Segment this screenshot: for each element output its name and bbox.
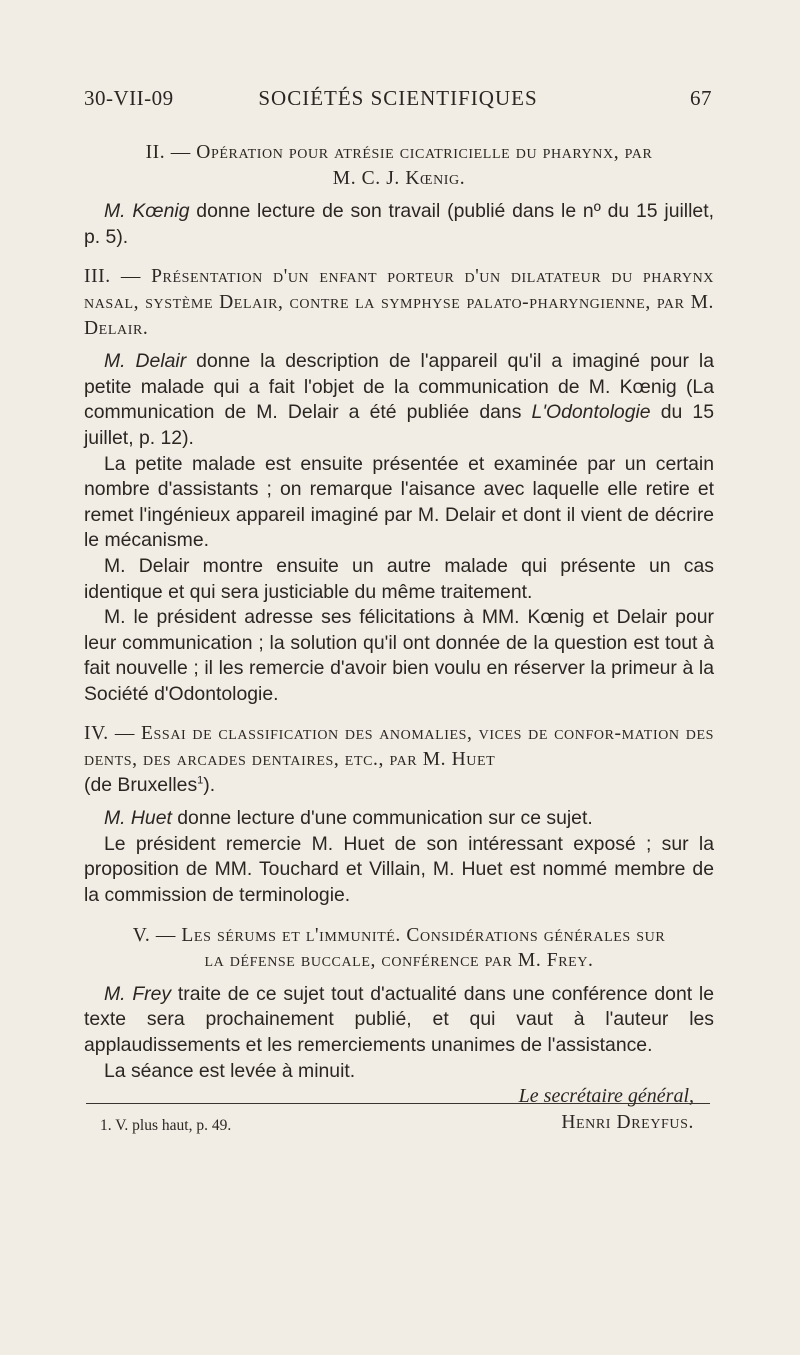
speaker-huet: M. Huet (104, 807, 172, 830)
section-3-paragraph-2: La petite malade est ensuite présentée et examinée par un certain nombre d'assistants ; on remarque l'aisance avec laquelle elle retire et remet l'ingénieux appareil imaginé par M. Delair et dont il vient de décrire le mécanisme. (84, 452, 714, 552)
section-5-heading (84, 923, 714, 974)
speaker-koenig: M. Kœnig (104, 200, 190, 223)
section-3-paragraph-1-text-a: donne la description de l'appareil qu'il a imaginé pour la petite malade qui a fait l'objet de la communication de M. Kœnig (La communication de M. Delair a été publiée dans (84, 350, 714, 424)
speaker-delair: M. Delair (104, 350, 187, 373)
section-3-paragraph-1-text-b: du 15 juillet, p. 12). (84, 401, 714, 449)
section-4-paragraph-1 (84, 806, 714, 832)
section-5-title-line1: Les sérums et l'immunité. Considérations générales sur (181, 924, 666, 946)
section-2-heading (84, 140, 714, 191)
section-2-title-line1: Opération pour atrésie cicatricielle du pharynx, par (196, 142, 653, 163)
speaker-frey: M. Frey (104, 982, 172, 1005)
section-4-title: Essai de classification des anomalies, vices de confor-mation des dents, des arcades dentaires, etc., par M. Huet (84, 723, 714, 771)
section-2-paragraph-1 (84, 199, 714, 250)
section-2-paragraph-1-text: donne lecture de son travail (publié dans le nº du 15 juillet, p. 5). (84, 200, 714, 248)
section-4-title-close: ). (203, 773, 216, 796)
main-text (84, 140, 714, 1135)
signature-name: Henri Dreyfus. (561, 1111, 694, 1133)
page-number: 67 (690, 86, 712, 110)
section-3-number: III. — (84, 266, 152, 288)
section-3-paragraph-4: M. le président adresse ses félicitations à MM. Kœnig et Delair pour leur communication ; la solution qu'il ont donnée de la question est tout à fait nouvelle ; il les remercie d'avoir bien voulu en réserver la primeur à la Société d'Odontologie. (84, 606, 714, 705)
section-2-number: II. — (145, 142, 197, 163)
journal-title: L'Odontologie (531, 401, 651, 424)
section-4-title-tail (84, 773, 714, 799)
footnote: 1. V. plus haut, p. 49. (100, 1117, 232, 1134)
section-4-paragraph-2: Le président remercie M. Huet de son intéressant exposé ; sur la proposition de MM. Touchard et Villain, M. Huet est nommé membre de la commission de terminologie. (84, 832, 714, 907)
section-5-title-line2: la défense buccale, conférence par M. Frey. (204, 950, 594, 972)
header-date: 30-VII-09 (84, 86, 174, 110)
section-5-paragraph-1 (84, 982, 714, 1059)
section-4-number: IV. — (84, 723, 142, 745)
section-4-heading (84, 721, 714, 772)
section-3-heading (84, 264, 714, 341)
section-5-number: V. — (132, 924, 182, 946)
section-2-title-line2: M. C. J. Kœnig. (332, 167, 466, 189)
footnote-divider (86, 1103, 710, 1104)
section-4-title-tail-text: (de Bruxelles (84, 773, 198, 796)
section-5-paragraph-2: La séance est levée à minuit. (104, 1059, 356, 1082)
section-3-title: Présentation d'un enfant porteur d'un dilatateur du pharynx nasal, système Delair, contre la symphyse palato-pharyngienne, par M. Delair. (84, 266, 714, 339)
section-5-paragraph-1-text: traite de ce sujet tout d'actualité dans une conférence dont le texte sera prochainement publié, et qui vaut à l'auteur les applaudissements et les remerciements unanimes de l'assistance. (84, 982, 714, 1056)
section-3-paragraph-3: M. Delair montre ensuite un autre malade qui présente un cas identique et qui sera justiciable du même traitement. (84, 554, 714, 603)
signature-role: Le secrétaire général, (518, 1085, 694, 1108)
footnote-reference: 1 (197, 774, 204, 787)
section-3-paragraph-1 (84, 349, 714, 451)
section-4-paragraph-1-text: donne lecture d'une communication sur ce sujet. (171, 807, 593, 830)
header-title: SOCIÉTÉS SCIENTIFIQUES (258, 86, 538, 110)
